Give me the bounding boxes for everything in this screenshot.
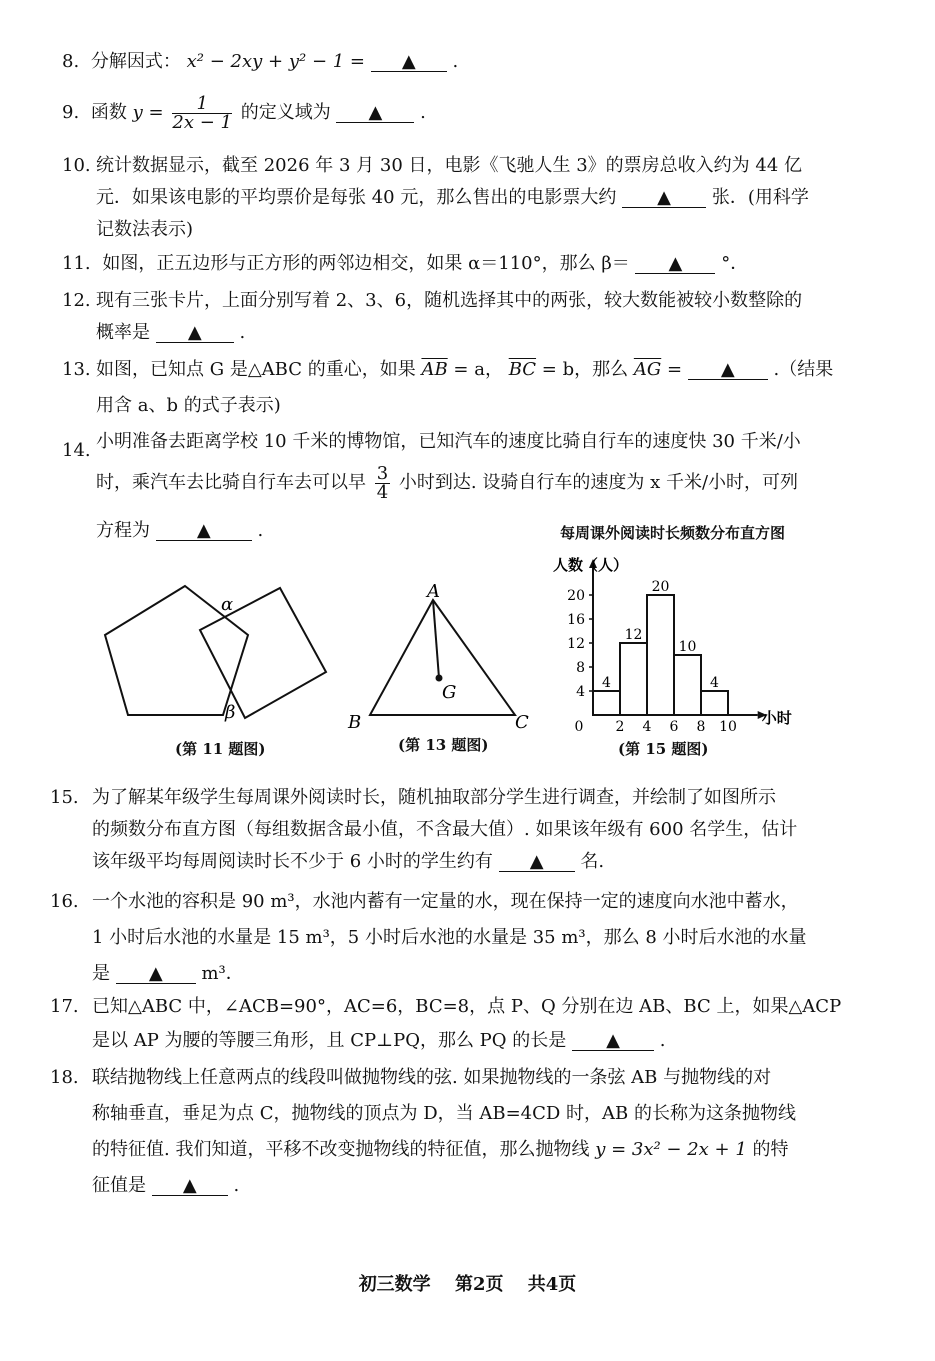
q9-post: 的定义域为 <box>240 102 331 123</box>
q13-answer-blank[interactable]: ▲ <box>688 361 768 380</box>
q13-vector-ab: $\overline{AB}$ <box>421 359 448 380</box>
question-17 <box>50 990 841 1058</box>
q17-answer-blank[interactable]: ▲ <box>572 1032 654 1051</box>
q17-number: 17. <box>50 996 79 1017</box>
q9-pre: 函数 <box>90 102 127 123</box>
q15-line2: 的频数分布直方图（每组数据含最小值，不含最大值）. 如果该年级有 600 名学生，估计 <box>92 819 798 840</box>
q13-ab-rhs: = a， <box>453 359 503 380</box>
y-axis-label: 人数（人） <box>553 556 629 574</box>
q15-line3-post: 名. <box>580 851 605 872</box>
q13-ag-eq: = <box>666 359 683 380</box>
question-8 <box>62 52 458 72</box>
bar-value-label: 4 <box>710 675 719 691</box>
q13-vector-bc: $\overline{BC}$ <box>508 359 537 380</box>
q13-line1 <box>96 352 833 388</box>
q18-end: . <box>233 1175 240 1196</box>
vertex-a-label: A <box>427 581 440 602</box>
q12-line2 <box>96 317 802 349</box>
q14-line2 <box>96 460 801 506</box>
q15-number: 15. <box>50 787 79 808</box>
figure-11-caption: (第 11 题图) <box>175 740 266 758</box>
q9-denominator: 2x − 1 <box>172 111 232 133</box>
q18-parabola-expression: y = 3x² − 2x + 1 <box>595 1139 747 1160</box>
median-ag <box>433 600 439 678</box>
bar-value-label: 20 <box>651 579 670 595</box>
q10-line2 <box>96 182 809 214</box>
question-16 <box>50 884 807 992</box>
q14-line2-post: 小时到达. 设骑自行车的速度为 x 千米/小时，可列 <box>398 472 799 493</box>
y-tick-label: 20 <box>567 588 585 604</box>
q8-number: 8. <box>62 51 80 72</box>
histogram-bar <box>593 691 620 715</box>
footer-subject: 初三数学 <box>358 1274 431 1295</box>
q8-text: 分解因式： <box>90 51 181 72</box>
q18-line1: 联结抛物线上任意两点的线段叫做抛物线的弦. 如果抛物线的一条弦 AB 与抛物线的对 <box>92 1067 772 1088</box>
q14-line2-pre: 时，乘汽车去比骑自行车去可以早 <box>96 472 366 493</box>
q14-number: 14. <box>62 440 91 461</box>
bar-value-label: 4 <box>602 675 611 691</box>
q9-number: 9. <box>62 102 80 123</box>
x-tick-label: 2 <box>615 719 625 735</box>
beta-label: β <box>225 702 236 723</box>
q8-answer-blank[interactable]: ▲ <box>371 53 447 72</box>
q10-line2-post: 张．(用科学 <box>711 187 809 208</box>
histogram-bar <box>620 643 647 715</box>
q11-post: °． <box>721 253 749 274</box>
figure-15-caption: (第 15 题图) <box>618 740 709 758</box>
footer-page: 第2页 <box>454 1274 504 1295</box>
q18-answer-blank[interactable]: ▲ <box>152 1177 228 1196</box>
q18-number: 18. <box>50 1067 79 1088</box>
figure-13-caption: (第 13 题图) <box>398 736 489 754</box>
q18-line2: 称轴垂直，垂足为点 C，抛物线的顶点为 D，当 AB=4CD 时，AB 的长称为这条抛物线 <box>92 1103 797 1124</box>
q15-line3 <box>92 846 797 878</box>
q18-line3-post: 的特 <box>752 1139 789 1160</box>
q13-post: .（结果 <box>773 359 834 380</box>
q14-answer-blank[interactable]: ▲ <box>156 522 252 541</box>
q10-number: 10. <box>62 155 91 176</box>
q14-line3-pre: 方程为 <box>96 520 150 541</box>
q14-fraction <box>375 462 390 503</box>
q17-end: . <box>659 1030 666 1051</box>
q13-bc-rhs: = b，那么 <box>541 359 629 380</box>
question-9 <box>62 92 426 134</box>
q17-line2 <box>92 1024 841 1058</box>
q18-line4-pre: 征值是 <box>92 1175 146 1196</box>
q16-line2: 1 小时后水池的水量是 15 m³，5 小时后水池的水量是 35 m³，那么 8 小时后水池的水量 <box>92 927 807 948</box>
q13-line2: 用含 a、b 的式子表示) <box>96 395 281 416</box>
q16-line3-post: m³． <box>201 963 244 984</box>
q16-answer-blank[interactable]: ▲ <box>116 965 196 984</box>
q15-line3-pre: 该年级平均每周阅读时长不少于 6 小时的学生约有 <box>92 851 493 872</box>
q14-line1: 小明准备去距离学校 10 千米的博物馆，已知汽车的速度比骑自行车的速度快 30 千米/小 <box>96 431 801 452</box>
y-tick-label: 12 <box>567 636 585 652</box>
q14-denominator: 4 <box>376 481 389 503</box>
q9-numerator: 1 <box>172 95 232 114</box>
q12-number: 12. <box>62 290 91 311</box>
q8-expression: x² − 2xy + y² − 1 = <box>186 51 366 72</box>
x-tick-label: 6 <box>669 719 679 735</box>
x-tick-label: 0 <box>574 719 584 735</box>
bar-value-label: 10 <box>678 639 697 655</box>
q9-end: . <box>420 102 426 123</box>
q11-number: 11. <box>62 253 91 274</box>
centroid-point <box>436 675 443 682</box>
q10-answer-blank[interactable]: ▲ <box>622 189 706 208</box>
q15-line1: 为了解某年级学生每周课外阅读时长，随机抽取部分学生进行调查，并绘制了如图所示 <box>92 787 776 808</box>
vertex-b-label: B <box>348 712 362 733</box>
q18-line3 <box>92 1132 796 1168</box>
square-shape <box>200 588 326 718</box>
y-tick-label: 4 <box>576 684 585 700</box>
q8-end: . <box>452 51 459 72</box>
q12-line2-pre: 概率是 <box>96 322 150 343</box>
q15-answer-blank[interactable]: ▲ <box>499 853 575 872</box>
x-tick-label: 4 <box>642 719 652 735</box>
q14-end: . <box>257 520 264 541</box>
bar-value-label: 12 <box>624 627 643 643</box>
q11-pre: 如图，正五边形与正方形的两邻边相交，如果 α＝110°，那么 β＝ <box>102 253 630 274</box>
q11-answer-blank[interactable]: ▲ <box>635 255 715 274</box>
page-footer <box>0 1270 935 1296</box>
chart-title: 每周课外阅读时长频数分布直方图 <box>560 524 786 542</box>
figure-13 <box>345 578 535 738</box>
q10-line1: 统计数据显示，截至 2026 年 3 月 30 日，电影《飞驰人生 3》的票房总收入约为 44 亿 <box>96 155 803 176</box>
q9-answer-blank[interactable]: ▲ <box>336 104 414 123</box>
q17-line1: 已知△ABC 中，∠ACB=90°，AC=6，BC=8，点 P、Q 分别在边 AB、BC 上，如果△ACP <box>92 996 842 1017</box>
q16-line3-pre: 是 <box>92 963 110 984</box>
q9-lhs: y = <box>132 102 164 123</box>
alpha-label: α <box>221 594 234 615</box>
question-11 <box>62 254 748 274</box>
x-axis-label: 小时 <box>761 709 792 727</box>
figure-15-histogram <box>545 540 795 740</box>
footer-total: 共4页 <box>527 1274 577 1295</box>
question-10 <box>62 150 809 246</box>
q13-pre: 如图，已知点 G 是△ABC 的重心，如果 <box>96 359 416 380</box>
q13-vector-ag: $\overline{AG}$ <box>633 359 662 380</box>
q13-number: 13. <box>62 359 91 380</box>
q17-line2-pre: 是以 AP 为腰的等腰三角形，且 CP⊥PQ，那么 PQ 的长是 <box>92 1030 567 1051</box>
q12-line1: 现有三张卡片，上面分别写着 2、3、6，随机选择其中的两张，较大数能被较小数整除的 <box>96 290 803 311</box>
q10-line3: 记数法表示) <box>96 219 194 240</box>
histogram-bar <box>701 691 728 715</box>
point-g-label: G <box>442 682 457 703</box>
x-tick-label: 8 <box>696 719 706 735</box>
q14-numerator: 3 <box>376 462 389 484</box>
figure-11 <box>100 580 340 730</box>
question-13 <box>62 352 833 424</box>
q18-line4 <box>92 1168 796 1204</box>
q16-number: 16. <box>50 891 79 912</box>
question-18 <box>50 1060 796 1204</box>
q16-line1: 一个水池的容积是 90 m³，水池内蓄有一定量的水，现在保持一定的速度向水池中蓄水， <box>92 891 799 912</box>
q16-line3 <box>92 956 807 992</box>
x-tick-label: 10 <box>719 719 737 735</box>
question-15 <box>50 782 797 878</box>
q18-line3-pre: 的特征值. 我们知道，平移不改变抛物线的特征值，那么抛物线 <box>92 1139 590 1160</box>
histogram-bar <box>647 595 674 715</box>
q10-line2-pre: 元．如果该电影的平均票价是每张 40 元，那么售出的电影票大约 <box>96 187 617 208</box>
histogram-bar <box>674 655 701 715</box>
y-tick-label: 16 <box>567 612 585 628</box>
question-12 <box>62 285 802 349</box>
q9-fraction <box>172 92 232 133</box>
y-tick-label: 8 <box>576 660 585 676</box>
q12-answer-blank[interactable]: ▲ <box>156 324 234 343</box>
vertex-c-label: C <box>515 712 529 733</box>
q12-end: . <box>239 322 246 343</box>
